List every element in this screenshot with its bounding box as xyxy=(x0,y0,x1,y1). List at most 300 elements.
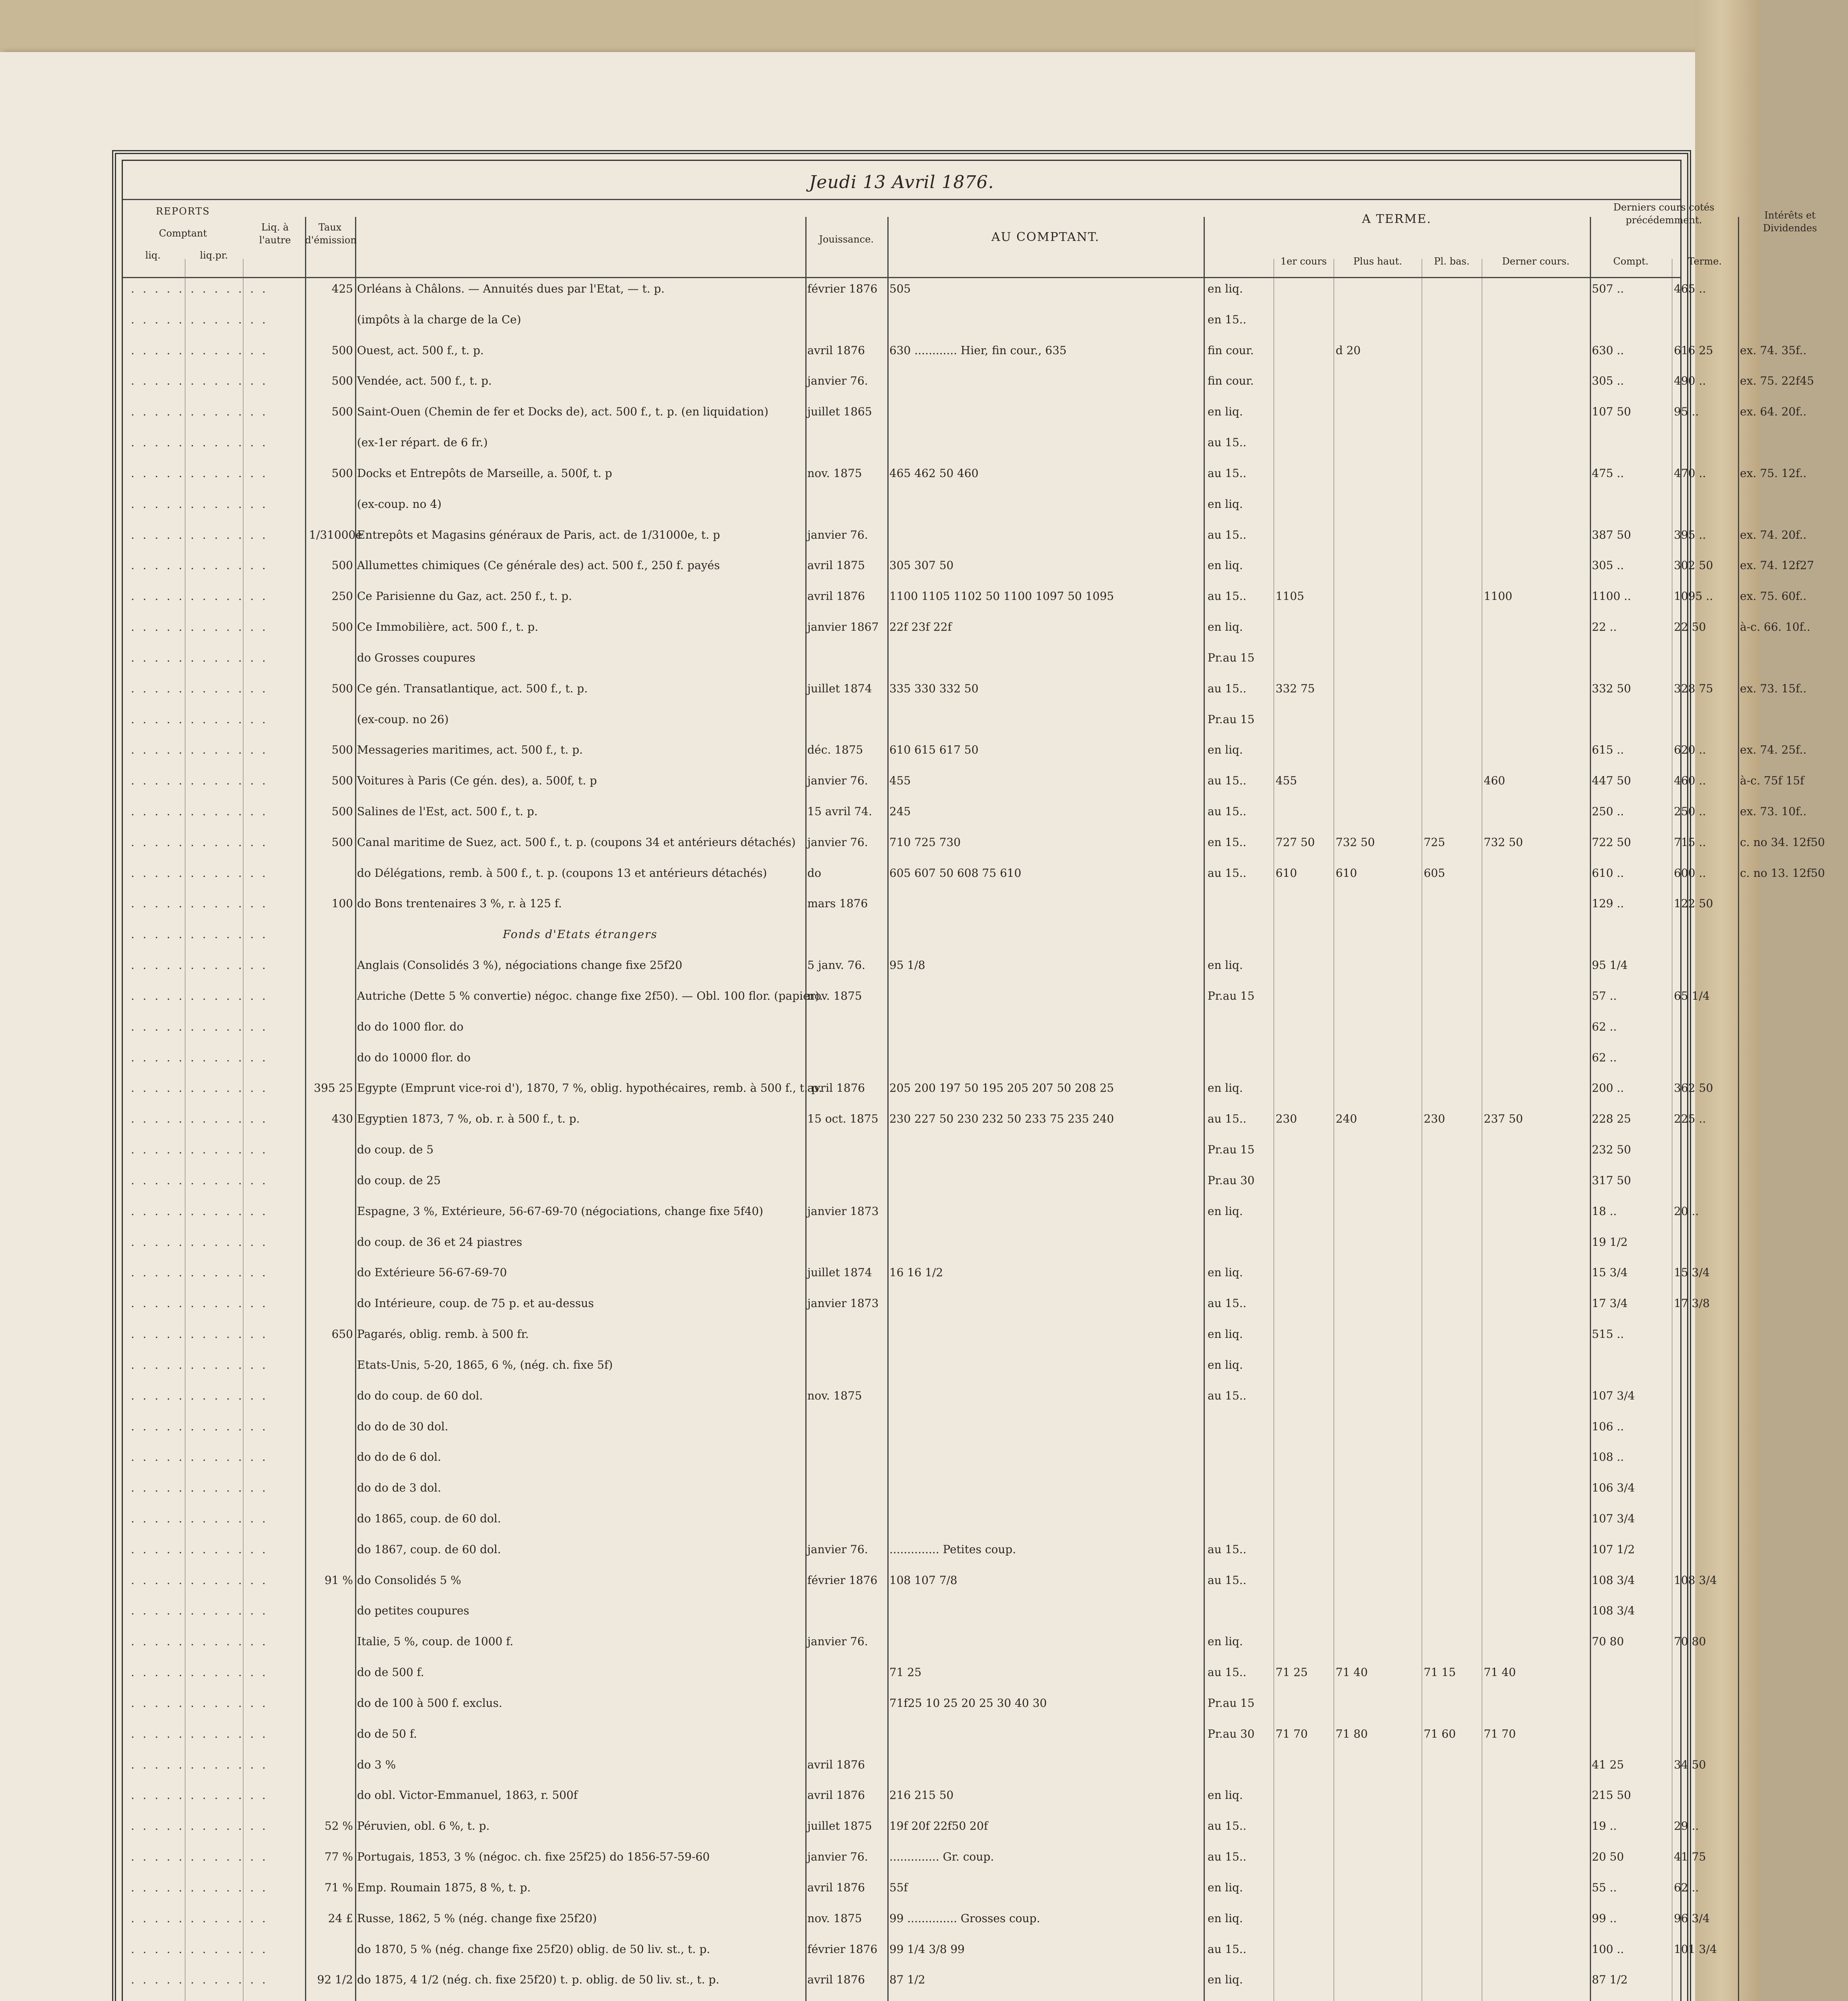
cell-prem: 230 xyxy=(1276,1112,1297,1126)
cell-plus: 240 xyxy=(1336,1112,1357,1126)
cell-name: Saint-Ouen (Chemin de fer et Docks de), act. 500 f., t. p. (en liquidation) xyxy=(357,405,768,419)
cell-jouis: janvier 76. xyxy=(807,528,868,541)
cell-terme: au 15.. xyxy=(1208,1850,1247,1864)
table-row xyxy=(123,1758,1706,1790)
cell-name: do Extérieure 56-67-69-70 xyxy=(357,1266,507,1279)
cell-name: do coup. de 36 et 24 piastres xyxy=(357,1235,522,1249)
report-dots: . . . . . . . . . . . . xyxy=(131,989,268,1003)
cell-compt: 335 330 332 50 xyxy=(889,682,979,695)
cell-dcc: 615 .. xyxy=(1592,743,1624,757)
cell-dct: 62 .. xyxy=(1674,1881,1699,1894)
cell-prem: 610 xyxy=(1276,866,1297,880)
report-dots: . . . . . . . . . . . . xyxy=(131,1604,268,1618)
header-reports: REPORTS xyxy=(156,206,210,217)
cell-jouis: avril 1876 xyxy=(807,1973,865,1987)
cell-terme: en 15.. xyxy=(1208,835,1246,849)
cell-jouis: février 1876 xyxy=(807,1942,878,1956)
table-row xyxy=(123,1697,1680,1728)
header-liq: liq. xyxy=(145,250,161,261)
cell-dct: 465 .. xyxy=(1674,282,1706,295)
cell-taux: 500 xyxy=(331,620,353,634)
cell-int: ex. 64. 20f.. xyxy=(1740,405,1807,419)
cell-dcc: 250 .. xyxy=(1592,805,1624,818)
cell-plus: 732 50 xyxy=(1336,835,1375,849)
table-row xyxy=(123,528,1807,560)
table-row xyxy=(123,928,1680,959)
cell-name: Canal maritime de Suez, act. 500 f., t. p. (coupons 34 et antérieurs détachés) xyxy=(357,835,796,849)
cell-name: do Grosses coupures xyxy=(357,651,476,664)
report-dots: . . . . . . . . . . . . xyxy=(131,1512,268,1525)
report-dots: . . . . . . . . . . . . xyxy=(131,1081,268,1095)
table-row xyxy=(123,559,1814,590)
report-dots: . . . . . . . . . . . . xyxy=(131,1635,268,1648)
cell-name: Egypte (Emprunt vice-roi d'), 1870, 7 %, oblig. hypothécaires, remb. à 500 f., t. p. xyxy=(357,1081,822,1095)
report-dots: . . . . . . . . . . . . xyxy=(131,374,268,388)
cell-taux: 100 xyxy=(331,897,353,910)
cell-dcc: 15 3/4 xyxy=(1592,1266,1628,1279)
cell-jouis: juillet 1874 xyxy=(807,1266,872,1279)
cell-terme: au 15.. xyxy=(1208,1573,1247,1587)
cell-terme: en liq. xyxy=(1208,1081,1243,1095)
table-row xyxy=(123,620,1810,652)
cell-taux: 500 xyxy=(331,743,353,757)
cell-dcc: 99 .. xyxy=(1592,1911,1617,1925)
cell-dct: 395 .. xyxy=(1674,528,1706,541)
table-row xyxy=(123,835,1825,867)
report-dots: . . . . . . . . . . . . xyxy=(131,805,268,818)
cell-terme: au 15.. xyxy=(1208,466,1247,480)
table-row xyxy=(123,1482,1680,1513)
cell-dcc: 20 50 xyxy=(1592,1850,1624,1864)
cell-dct: 620 .. xyxy=(1674,743,1706,757)
table-row xyxy=(123,1297,1710,1328)
cell-dcc: 107 3/4 xyxy=(1592,1512,1635,1525)
cell-terme: au 15.. xyxy=(1208,1819,1247,1833)
cell-compt: 455 xyxy=(889,774,911,788)
report-dots: . . . . . . . . . . . . xyxy=(131,1143,268,1157)
cell-dct: 29 .. xyxy=(1674,1819,1699,1833)
report-dots: . . . . . . . . . . . . xyxy=(131,1942,268,1956)
cell-compt: 630 ............ Hier, fin cour., 635 xyxy=(889,343,1067,357)
cell-name: (impôts à la charge de la Ce) xyxy=(357,313,521,326)
table-row xyxy=(123,374,1814,406)
cell-terme: au 15.. xyxy=(1208,436,1247,449)
cell-dern: 71 40 xyxy=(1484,1666,1516,1679)
cell-taux: 500 xyxy=(331,805,353,818)
cell-int: ex. 74. 20f.. xyxy=(1740,528,1807,541)
report-dots: . . . . . . . . . . . . xyxy=(131,928,268,941)
cell-dct: 70 80 xyxy=(1674,1635,1706,1648)
cell-terme: en liq. xyxy=(1208,559,1243,572)
cell-dcc: 232 50 xyxy=(1592,1143,1631,1157)
cell-taux: 91 % xyxy=(324,1573,353,1587)
report-dots: . . . . . . . . . . . . xyxy=(131,1450,268,1464)
table-row xyxy=(123,989,1710,1021)
cell-dcc: 108 3/4 xyxy=(1592,1573,1635,1587)
cell-dcc: 387 50 xyxy=(1592,528,1631,541)
cell-terme: au 15.. xyxy=(1208,528,1247,541)
report-dots: . . . . . . . . . . . . xyxy=(131,1911,268,1925)
cell-terme: en liq. xyxy=(1208,405,1243,419)
cell-jouis: janvier 76. xyxy=(807,774,868,788)
table-row xyxy=(123,1942,1717,1974)
cell-dcc: 87 1/2 xyxy=(1592,1973,1628,1987)
cell-terme: au 15.. xyxy=(1208,774,1247,788)
cell-compt: 245 xyxy=(889,805,911,818)
report-dots: . . . . . . . . . . . . xyxy=(131,1819,268,1833)
cell-int: ex. 73. 10f.. xyxy=(1740,805,1807,818)
cell-dct: 715 .. xyxy=(1674,835,1706,849)
table-row xyxy=(123,589,1807,621)
table-row xyxy=(123,1204,1699,1236)
table-row xyxy=(123,1390,1680,1421)
cell-taux: 500 xyxy=(331,374,353,388)
cell-dcc: 200 .. xyxy=(1592,1081,1624,1095)
report-dots: . . . . . . . . . . . . xyxy=(131,1850,268,1864)
cell-name: Allumettes chimiques (Ce générale des) act. 500 f., 250 f. payés xyxy=(357,559,720,572)
cell-name: Russe, 1862, 5 % (nég. change fixe 25f20) xyxy=(357,1911,597,1925)
table-row xyxy=(123,466,1807,498)
table-row xyxy=(123,1635,1706,1666)
cell-int: ex. 75. 12f.. xyxy=(1740,466,1807,480)
table-row xyxy=(123,866,1825,898)
header-compt: Compt. xyxy=(1613,256,1649,267)
cell-name: Ce Immobilière, act. 500 f., t. p. xyxy=(357,620,538,634)
cell-dcc: 19 1/2 xyxy=(1592,1235,1628,1249)
cell-dern: 1100 xyxy=(1484,589,1513,603)
cell-terme: en liq. xyxy=(1208,1973,1243,1987)
report-dots: . . . . . . . . . . . . xyxy=(131,343,268,357)
cell-terme: en liq. xyxy=(1208,1788,1243,1802)
header-rule-bottom xyxy=(123,277,1680,278)
report-dots: . . . . . . . . . . . . xyxy=(131,774,268,788)
cell-terme: en liq. xyxy=(1208,958,1243,972)
report-dots: . . . . . . . . . . . . xyxy=(131,866,268,880)
cell-dcc: 228 25 xyxy=(1592,1112,1631,1126)
table-row xyxy=(123,1021,1680,1052)
cell-dcc: 70 80 xyxy=(1592,1635,1624,1648)
cell-dcc: 305 .. xyxy=(1592,374,1624,388)
cell-name: do 1875, 4 1/2 (nég. ch. fixe 25f20) t. p. oblig. de 50 liv. st., t. p. xyxy=(357,1973,720,1987)
cell-name: Voitures à Paris (Ce gén. des), a. 500f, t. p xyxy=(357,774,597,788)
cell-taux: 500 xyxy=(331,559,353,572)
cell-dct: 95 .. xyxy=(1674,405,1699,419)
report-dots: . . . . . . . . . . . . xyxy=(131,1881,268,1894)
cell-int: c. no 34. 12f50 xyxy=(1740,835,1825,849)
cell-taux: 500 xyxy=(331,466,353,480)
cell-prem: 1105 xyxy=(1276,589,1304,603)
cell-name: Portugais, 1853, 3 % (négoc. ch. fixe 25f25) do 1856-57-59-60 xyxy=(357,1850,710,1864)
cell-compt: 305 307 50 xyxy=(889,559,954,572)
cell-plus: 71 40 xyxy=(1336,1666,1368,1679)
cell-taux: 1/31000e xyxy=(309,528,362,541)
table-row xyxy=(123,314,1680,345)
table-row xyxy=(123,1974,1680,2001)
cell-dern: 460 xyxy=(1484,774,1505,788)
cell-dcc: 107 3/4 xyxy=(1592,1389,1635,1402)
cell-dct: 122 50 xyxy=(1674,897,1713,910)
cell-dcc: 57 .. xyxy=(1592,989,1617,1003)
cell-dct: 20 .. xyxy=(1674,1204,1699,1218)
cell-dct: 250 .. xyxy=(1674,805,1706,818)
cell-name: Anglais (Consolidés 3 %), négociations change fixe 25f20 xyxy=(357,958,682,972)
report-dots: . . . . . . . . . . . . xyxy=(131,712,268,726)
cell-name: Docks et Entrepôts de Marseille, a. 500f, t. p xyxy=(357,466,612,480)
cell-name: (ex-coup. no 26) xyxy=(357,712,449,726)
cell-terme: Pr.au 15 xyxy=(1208,712,1255,726)
cell-terme: au 15.. xyxy=(1208,866,1247,880)
report-dots: . . . . . . . . . . . . xyxy=(131,1235,268,1249)
cell-jouis: janvier 76. xyxy=(807,374,868,388)
cell-dcc: 515 .. xyxy=(1592,1327,1624,1341)
header-interets: Intérêts et Dividendes xyxy=(1763,210,1817,234)
cell-name: do Délégations, remb. à 500 f., t. p. (coupons 13 et antérieurs détachés) xyxy=(357,866,767,880)
table-row xyxy=(123,1112,1706,1144)
cell-jouis: janvier 1873 xyxy=(807,1297,879,1310)
cell-taux: 650 xyxy=(331,1327,353,1341)
cell-jouis: avril 1875 xyxy=(807,559,865,572)
cell-taux: 500 xyxy=(331,682,353,695)
cell-terme: au 15.. xyxy=(1208,1542,1247,1556)
cell-dct: 17 3/8 xyxy=(1674,1297,1710,1310)
cell-compt: 610 615 617 50 xyxy=(889,743,979,757)
cell-compt: 505 xyxy=(889,282,911,295)
report-dots: . . . . . . . . . . . . xyxy=(131,1389,268,1402)
cell-terme: au 15.. xyxy=(1208,805,1247,818)
cell-compt: 710 725 730 xyxy=(889,835,961,849)
cell-jouis: nov. 1875 xyxy=(807,989,862,1003)
cell-name: do Consolidés 5 % xyxy=(357,1573,461,1587)
header-terme: Terme. xyxy=(1688,256,1722,267)
cell-terme: Pr.au 15 xyxy=(1208,1696,1255,1710)
cell-terme: en liq. xyxy=(1208,743,1243,757)
cell-dcc: 55 .. xyxy=(1592,1881,1617,1894)
cell-terme: fin cour. xyxy=(1208,343,1254,357)
cell-taux: 500 xyxy=(331,774,353,788)
cell-name: Vendée, act. 500 f., t. p. xyxy=(357,374,492,388)
cell-dct: 41 75 xyxy=(1674,1850,1706,1864)
cell-name: Emp. Roumain 1875, 8 %, t. p. xyxy=(357,1881,531,1894)
cell-name: do do de 3 dol. xyxy=(357,1481,441,1495)
cell-jouis: janvier 1867 xyxy=(807,620,879,634)
header-plus-bas: Pl. bas. xyxy=(1434,256,1470,267)
cell-prem: 332 75 xyxy=(1276,682,1315,695)
table-row xyxy=(123,405,1807,437)
cell-name: do de 100 à 500 f. exclus. xyxy=(357,1696,502,1710)
cell-name: do de 50 f. xyxy=(357,1727,417,1740)
header-liq-pr: liq.pr. xyxy=(200,250,228,261)
cell-terme: au 15.. xyxy=(1208,1942,1247,1956)
cell-int: ex. 74. 12f27 xyxy=(1740,559,1814,572)
cell-terme: en liq. xyxy=(1208,1204,1243,1218)
cell-name: do do 1000 flor. do xyxy=(357,1020,464,1033)
cell-compt: 205 200 197 50 195 205 207 50 208 25 xyxy=(889,1081,1114,1095)
cell-compt: 16 16 1/2 xyxy=(889,1266,943,1279)
cell-taux: 425 xyxy=(331,282,353,295)
table-row xyxy=(123,498,1680,529)
cell-name: do 1870, 5 % (nég. change fixe 25f20) oblig. de 50 liv. st., t. p. xyxy=(357,1942,710,1956)
cell-dct: 225 .. xyxy=(1674,1112,1706,1126)
header-taux: Taux d'émission xyxy=(305,222,357,246)
cell-terme: au 15.. xyxy=(1208,589,1247,603)
cell-jouis: 15 avril 74. xyxy=(807,805,872,818)
cell-dern: 237 50 xyxy=(1484,1112,1523,1126)
cell-dcc: 317 50 xyxy=(1592,1173,1631,1187)
cell-dct: 1095 .. xyxy=(1674,589,1713,603)
cell-dcc: 630 .. xyxy=(1592,343,1624,357)
cell-name: do coup. de 5 xyxy=(357,1143,434,1157)
table-row xyxy=(123,1544,1680,1574)
cell-name: Messageries maritimes, act. 500 f., t. p. xyxy=(357,743,583,757)
cell-int: ex. 75. 60f.. xyxy=(1740,589,1807,603)
table-row xyxy=(123,1421,1680,1452)
cell-dct: 108 3/4 xyxy=(1674,1573,1717,1587)
cell-compt: 1100 1105 1102 50 1100 1097 50 1095 xyxy=(889,589,1114,603)
header-liq-a: Liq. à l'autre xyxy=(259,222,291,246)
cell-plbas: 71 15 xyxy=(1424,1666,1456,1679)
cell-taux: 24 £ xyxy=(328,1911,353,1925)
cell-dct: 96 3/4 xyxy=(1674,1911,1710,1925)
cell-terme: au 15.. xyxy=(1208,1297,1247,1310)
table-row xyxy=(123,1728,1680,1759)
cell-jouis: nov. 1875 xyxy=(807,466,862,480)
report-dots: . . . . . . . . . . . . xyxy=(131,1696,268,1710)
cell-dct: 328 75 xyxy=(1674,682,1713,695)
cell-name: Péruvien, obl. 6 %, t. p. xyxy=(357,1819,490,1833)
cell-jouis: janvier 1873 xyxy=(807,1204,879,1218)
cell-terme: en liq. xyxy=(1208,1881,1243,1894)
cell-name: do 1865, coup. de 60 dol. xyxy=(357,1512,501,1525)
cell-terme: au 15.. xyxy=(1208,1389,1247,1402)
cell-name: do Intérieure, coup. de 75 p. et au-dessus xyxy=(357,1297,594,1310)
table-row xyxy=(123,1666,1680,1697)
cell-name: do do 10000 flor. do xyxy=(357,1051,471,1064)
report-dots: . . . . . . . . . . . . xyxy=(131,559,268,572)
cell-plbas: 725 xyxy=(1424,835,1445,849)
cell-dcc: 95 1/4 xyxy=(1592,958,1628,972)
cell-dcc: 610 .. xyxy=(1592,866,1624,880)
table-row xyxy=(123,1081,1713,1113)
cell-compt: 95 1/8 xyxy=(889,958,925,972)
report-dots: . . . . . . . . . . . . xyxy=(131,1758,268,1771)
report-dots: . . . . . . . . . . . . xyxy=(131,958,268,972)
cell-prem: 455 xyxy=(1276,774,1297,788)
cell-terme: en liq. xyxy=(1208,282,1243,295)
cell-dct: 34 50 xyxy=(1674,1758,1706,1771)
report-dots: . . . . . . . . . . . . xyxy=(131,1173,268,1187)
table-border xyxy=(122,160,1825,2001)
cell-name: Egyptien 1873, 7 %, ob. r. à 500 f., t. p. xyxy=(357,1112,580,1126)
table-row xyxy=(123,437,1680,467)
cell-dcc: 108 .. xyxy=(1592,1450,1624,1464)
cell-int: à-c. 66. 10f.. xyxy=(1740,620,1810,634)
cell-dct: 600 .. xyxy=(1674,866,1706,880)
report-dots: . . . . . . . . . . . . xyxy=(131,620,268,634)
cell-dcc: 107 50 xyxy=(1592,405,1631,419)
cell-name: Espagne, 3 %, Extérieure, 56-67-69-70 (négociations, change fixe 5f40) xyxy=(357,1204,763,1218)
cell-jouis: mars 1876 xyxy=(807,897,868,910)
cell-terme: Pr.au 15 xyxy=(1208,989,1255,1003)
table-row xyxy=(123,774,1804,806)
cell-terme: en liq. xyxy=(1208,1911,1243,1925)
cell-name: do do de 6 dol. xyxy=(357,1450,441,1464)
cell-plus: 71 80 xyxy=(1336,1727,1368,1740)
cell-terme: Pr.au 15 xyxy=(1208,651,1255,664)
cell-terme: en liq. xyxy=(1208,620,1243,634)
cell-terme: au 15.. xyxy=(1208,1666,1247,1679)
report-dots: . . . . . . . . . . . . xyxy=(131,528,268,541)
header-a-terme: A TERME. xyxy=(1362,212,1432,226)
cell-jouis: janvier 76. xyxy=(807,1635,868,1648)
cell-int: ex. 74. 25f.. xyxy=(1740,743,1807,757)
cell-taux: 395 25 xyxy=(314,1081,353,1095)
cell-compt: 71f25 10 25 20 25 30 40 30 xyxy=(889,1696,1047,1710)
cell-jouis: janvier 76. xyxy=(807,1542,868,1556)
cell-jouis: février 1876 xyxy=(807,282,878,295)
report-dots: . . . . . . . . . . . . xyxy=(131,897,268,910)
cell-name: Ce gén. Transatlantique, act. 500 f., t. p. xyxy=(357,682,588,695)
cell-dcc: 106 3/4 xyxy=(1592,1481,1635,1495)
header-premier-cours: 1er cours xyxy=(1280,256,1327,267)
cell-name: Autriche (Dette 5 % convertie) négoc. change fixe 2f50). — Obl. 100 flor. (papier). xyxy=(357,989,823,1003)
cell-dcc: 107 1/2 xyxy=(1592,1542,1635,1556)
report-dots: . . . . . . . . . . . . xyxy=(131,497,268,511)
cell-terme: au 15.. xyxy=(1208,682,1247,695)
report-dots: . . . . . . . . . . . . xyxy=(131,1358,268,1371)
cell-dcc: 305 .. xyxy=(1592,559,1624,572)
cell-name: Entrepôts et Magasins généraux de Paris, act. de 1/31000e, t. p xyxy=(357,528,720,541)
header-dernier-cours: Derner cours. xyxy=(1502,256,1570,267)
cell-jouis: avril 1876 xyxy=(807,589,865,603)
report-dots: . . . . . . . . . . . . xyxy=(131,282,268,295)
cell-name: Salines de l'Est, act. 500 f., t. p. xyxy=(357,805,538,818)
report-dots: . . . . . . . . . . . . xyxy=(131,405,268,419)
quotation-table xyxy=(112,150,1825,2001)
cell-jouis: do xyxy=(807,866,821,880)
table-row xyxy=(123,1850,1706,1882)
cell-compt: 216 215 50 xyxy=(889,1788,954,1802)
cell-dcc: 17 3/4 xyxy=(1592,1297,1628,1310)
cell-int: c. no 13. 12f50 xyxy=(1740,866,1825,880)
cell-jouis: 15 oct. 1875 xyxy=(807,1112,879,1126)
cell-int: ex. 74. 35f.. xyxy=(1740,343,1807,357)
cell-taux: 77 % xyxy=(324,1850,353,1864)
cell-terme: Pr.au 30 xyxy=(1208,1173,1255,1187)
cell-dct: 490 .. xyxy=(1674,374,1706,388)
report-dots: . . . . . . . . . . . . xyxy=(131,651,268,664)
table-row xyxy=(123,682,1807,714)
table-row xyxy=(123,652,1680,683)
cell-terme: en liq. xyxy=(1208,1327,1243,1341)
report-dots: . . . . . . . . . . . . xyxy=(131,1542,268,1556)
cell-name: Pagarés, oblig. remb. à 500 fr. xyxy=(357,1327,529,1341)
table-row xyxy=(123,1328,1680,1359)
cell-taux: 430 xyxy=(331,1112,353,1126)
table-row xyxy=(123,1144,1680,1175)
cell-terme: en liq. xyxy=(1208,1266,1243,1279)
cell-dcc: 332 50 xyxy=(1592,682,1631,695)
cell-taux: 500 xyxy=(331,835,353,849)
cell-plus: 610 xyxy=(1336,866,1357,880)
header-comptant: Comptant xyxy=(159,228,207,239)
table-row xyxy=(123,1266,1710,1297)
cell-plbas: 605 xyxy=(1424,866,1445,880)
table-row xyxy=(123,1175,1680,1205)
cell-terme: fin cour. xyxy=(1208,374,1254,388)
cell-name: do obl. Victor-Emmanuel, 1863, r. 500f xyxy=(357,1788,578,1802)
cell-terme: en 15.. xyxy=(1208,313,1246,326)
cell-taux: 250 xyxy=(331,589,353,603)
